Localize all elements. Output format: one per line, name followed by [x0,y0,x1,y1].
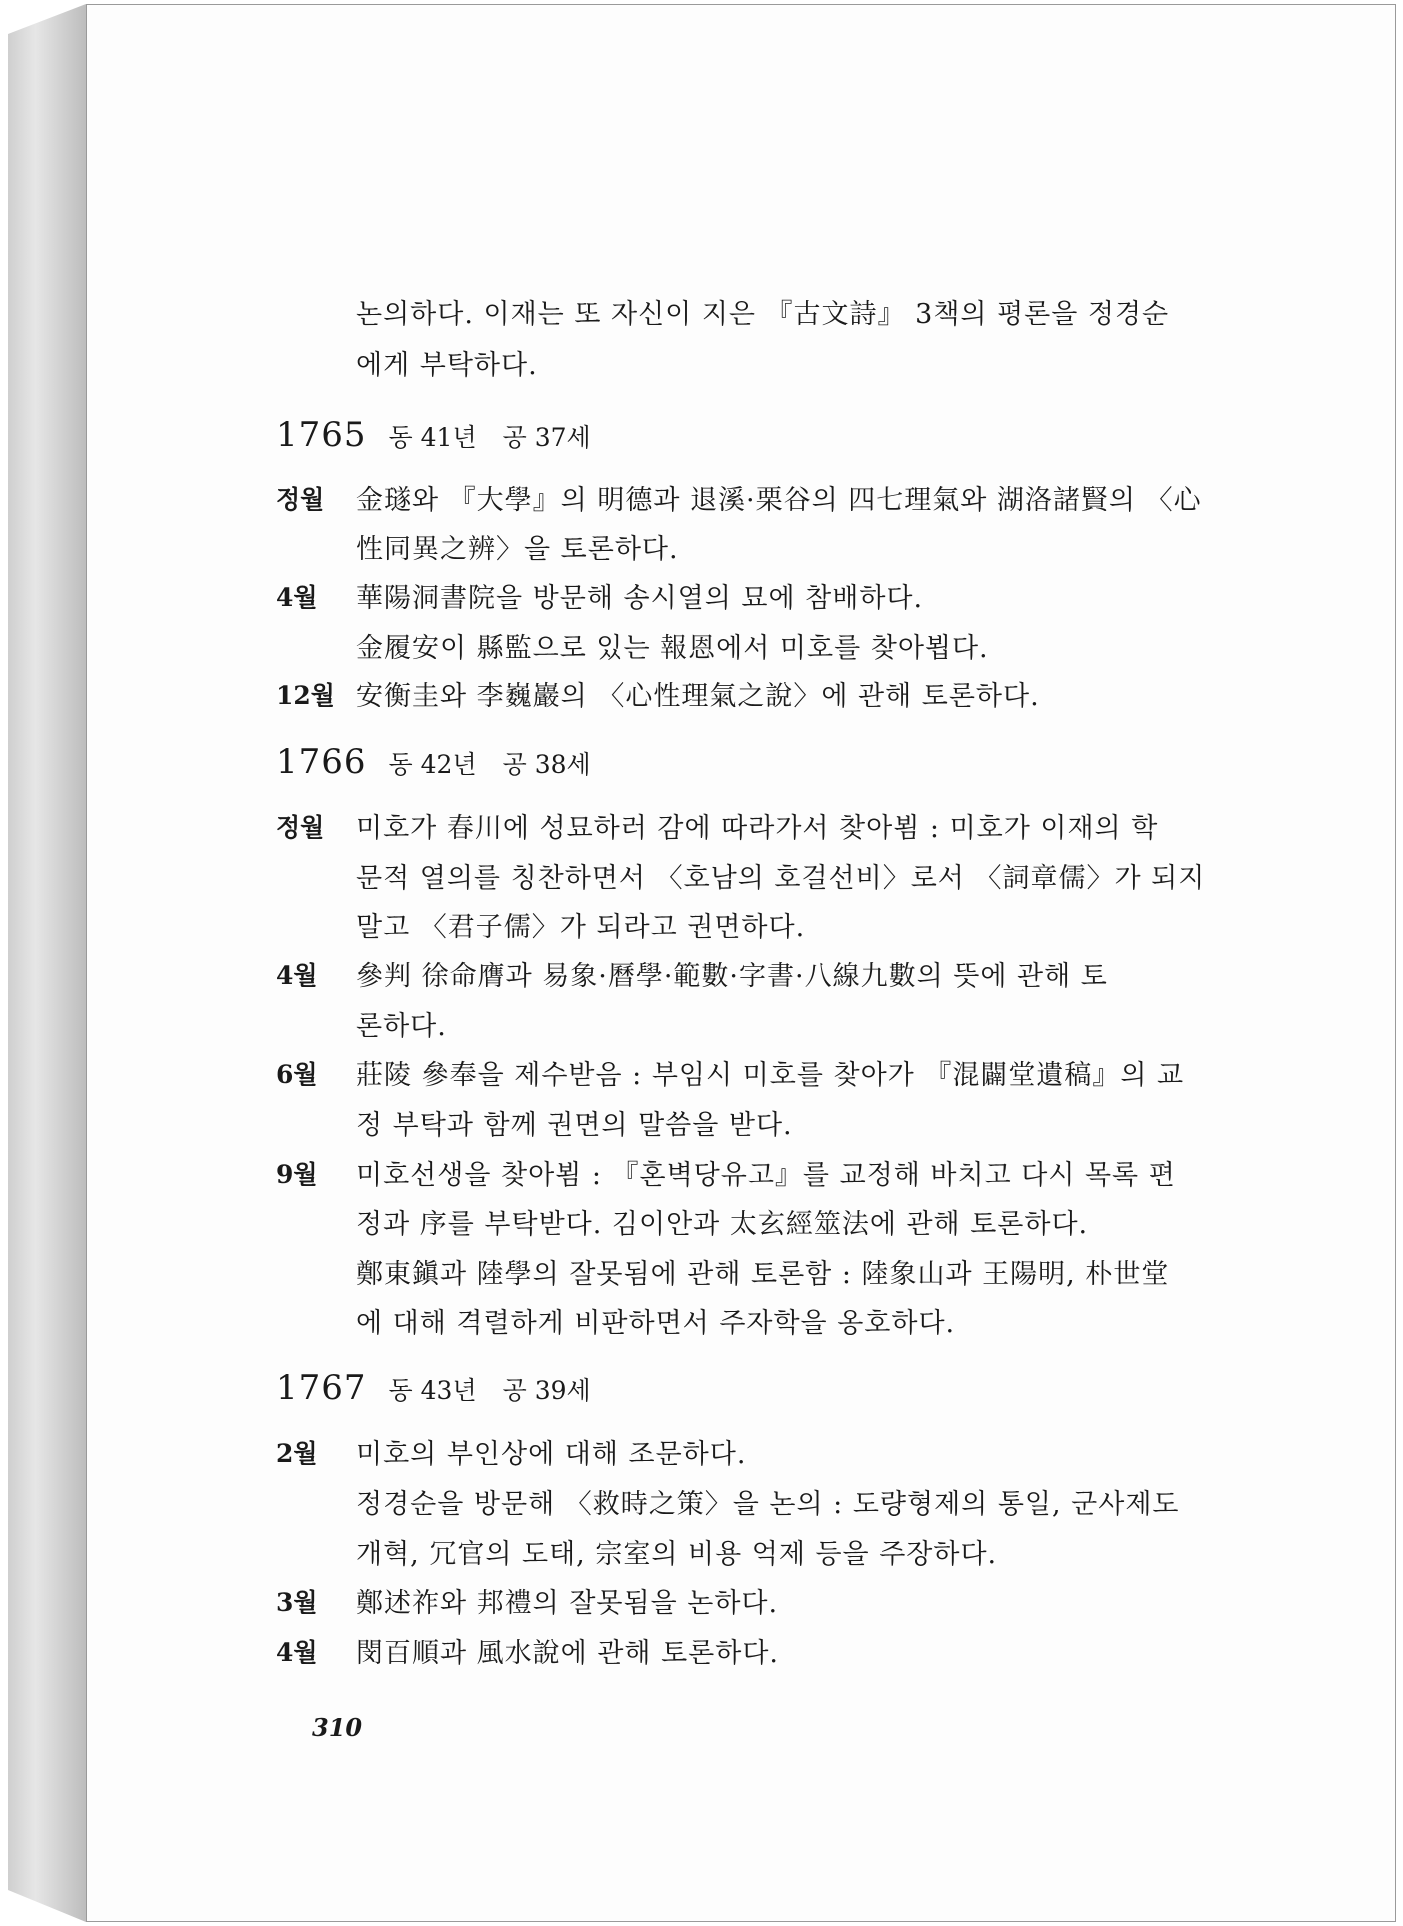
entry-line: 性同異之辨〉을 토론하다. [356,534,679,565]
entry-line: 정경순을 방문해 〈救時之策〉을 논의 : 도량형제의 통일, 군사제도 [356,1489,1180,1520]
year-heading [276,415,591,455]
entry-line: 미호선생을 찾아뵘 : 『혼벽당유고』를 교정해 바치고 다시 목록 편 [356,1160,1176,1191]
year: 1766 [276,742,367,782]
year-heading [276,742,591,782]
entry-line: 론하다. [356,1011,447,1042]
month-label: 2월 [276,1439,318,1468]
entry-line: 莊陵 參奉을 제수받음 : 부임시 미호를 찾아가 『混闢堂遺稿』의 교 [356,1060,1185,1091]
month-label: 3월 [276,1588,318,1617]
entry-line: 金履安이 縣監으로 있는 報恩에서 미호를 찾아뵙다. [356,633,989,664]
entry-line: 문적 열의를 칭찬하면서 〈호남의 호걸선비〉로서 〈詞章儒〉가 되지 [356,863,1206,894]
month-label: 6월 [276,1060,318,1089]
entry-line: 鄭述祚와 邦禮의 잘못됨을 논하다. [356,1588,779,1619]
entry-line: 鄭東鎭과 陸學의 잘못됨에 관해 토론함 : 陸象山과 王陽明, 朴世堂 [356,1259,1170,1290]
entry-line: 安衡圭와 李巍巖의 〈心性理氣之說〉에 관해 토론하다. [356,681,1040,712]
entry-line: 金璲와 『大學』의 明德과 退溪·栗谷의 四七理氣와 湖洛諸賢의 〈心 [356,485,1202,516]
page-number: 310 [312,1713,363,1742]
month-label: 4월 [276,1638,318,1667]
entry-line: 閔百順과 風水說에 관해 토론하다. [356,1638,779,1669]
entry-line: 미호가 春川에 성묘하러 감에 따라가서 찾아뵘 : 미호가 이재의 학 [356,813,1159,844]
year: 1767 [276,1368,367,1408]
entry-line: 말고 〈君子儒〉가 되라고 권면하다. [356,912,806,943]
dong-label: 동 43년 [388,1376,477,1405]
year-heading [276,1368,591,1408]
month-label: 정월 [276,485,325,514]
entry-line: 정 부탁과 함께 권면의 말씀을 받다. [356,1110,793,1141]
entry-line: 정과 序를 부탁받다. 김이안과 太玄經筮法에 관해 토론하다. [356,1209,1089,1240]
month-label: 4월 [276,961,318,990]
dong-label: 동 42년 [388,750,477,779]
gong-label: 공 39세 [502,1376,591,1405]
month-label: 정월 [276,813,325,842]
intro-line: 에게 부탁하다. [356,350,538,381]
month-label: 12월 [276,681,335,710]
intro-line: 논의하다. 이재는 또 자신이 지은 『古文詩』 3책의 평론을 정경순 [356,299,1170,330]
entry-line: 參判 徐命膺과 易象·曆學·範數·字書·八線九數의 뜻에 관해 토 [356,961,1108,992]
month-label: 9월 [276,1160,318,1189]
entry-line: 미호의 부인상에 대해 조문하다. [356,1439,747,1470]
year: 1765 [276,415,367,455]
entry-line: 華陽洞書院을 방문해 송시열의 묘에 참배하다. [356,583,924,614]
gong-label: 공 38세 [502,750,591,779]
month-label: 4월 [276,583,318,612]
entry-line: 에 대해 격렬하게 비판하면서 주자학을 옹호하다. [356,1308,956,1339]
gong-label: 공 37세 [502,423,591,452]
dong-label: 동 41년 [388,423,477,452]
entry-line: 개혁, 冗官의 도태, 宗室의 비용 억제 등을 주장하다. [356,1539,998,1570]
